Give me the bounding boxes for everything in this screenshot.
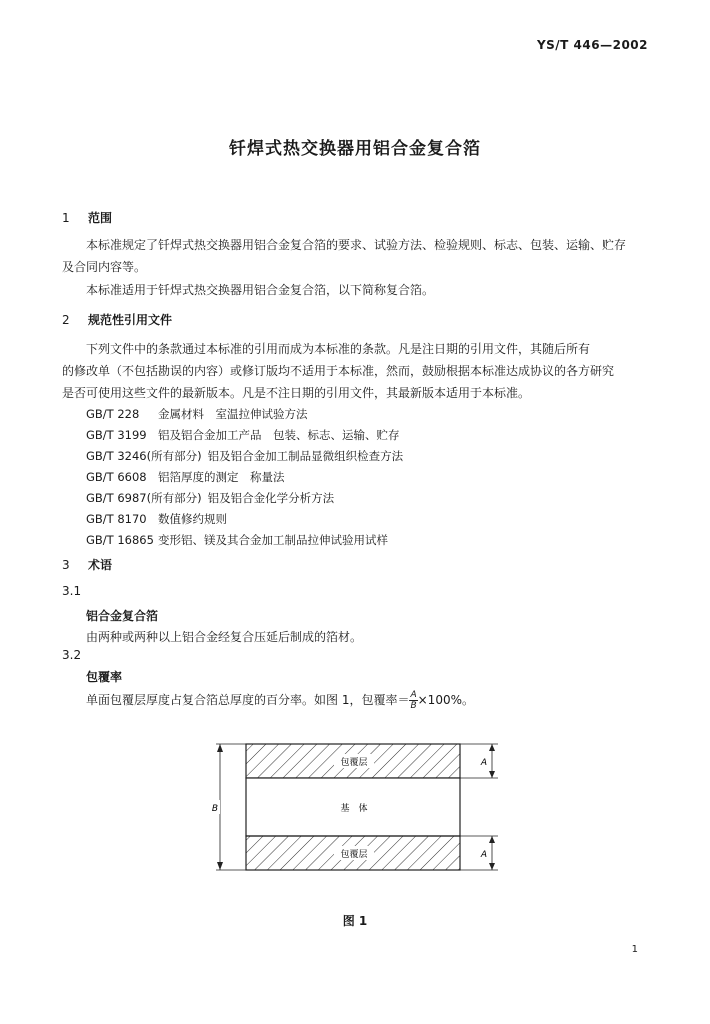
document-title: 钎焊式热交换器用铝合金复合箔 [229,139,481,159]
cladding-ratio-fraction [409,690,417,711]
arrow-head [489,744,495,751]
term-number: 3.2 [62,648,82,662]
reference-item [86,403,308,425]
s1-para1-line2: 及合同内容等。 [62,260,147,274]
fraction-numerator: A [410,690,417,700]
arrow-head [217,862,223,870]
section-1-heading [62,209,112,226]
reference-item [86,424,400,446]
section-number: 1 [62,211,70,225]
reference-title: 变形铝、镁及其合金加工制品拉伸试验用试样 [158,533,388,547]
arrow-head [217,744,223,752]
reference-code: GB/T 6987(所有部分) [86,491,202,505]
section-number: 2 [62,313,70,327]
section-title: 范围 [88,211,113,225]
s2-para-line2: 的修改单（不包括勘误的内容）或修订版均不适用于本标准，然而，鼓励根据本标准达成协议的各方研究 [62,364,615,378]
reference-title: 数值修约规则 [158,512,227,526]
reference-title: 金属材料 室温拉伸试验方法 [158,407,308,421]
section-2-heading [62,311,172,328]
reference-item [86,529,388,551]
core-label: 基 体 [340,804,368,814]
definition-text: ×100%。 [417,693,474,707]
total-thickness-label: B [211,804,219,814]
reference-item [86,508,227,530]
reference-title: 铝及铝合金化学分析方法 [207,491,335,505]
section-3-heading [62,556,112,573]
reference-item [86,487,334,509]
term-name: 铝合金复合箔 [86,609,159,623]
section-number: 3 [62,558,70,572]
reference-code: GB/T 3246(所有部分) [86,449,202,463]
reference-code: GB/T 16865 [86,533,154,547]
reference-code: GB/T 6608 [86,470,147,484]
section-title: 规范性引用文件 [88,313,173,327]
reference-item [86,445,403,467]
bottom-cladding-thickness-label: A [480,850,488,860]
standard-code: YS/T 446—2002 [536,38,648,52]
term-definition: 由两种或两种以上铝合金经复合压延后制成的箔材。 [86,630,363,644]
fraction-denominator: B [410,701,417,711]
reference-code: GB/T 8170 [86,512,147,526]
page-number: 1 [631,944,638,955]
top-cladding-thickness-label: A [480,758,488,768]
figure-caption: 图 1 [342,914,368,928]
arrow-head [489,836,495,843]
s1-para1-line1: 本标准规定了钎焊式热交换器用铝合金复合箔的要求、试验方法、检验规则、标志、包装、运输、贮存 [86,238,627,252]
term-name: 包覆率 [86,670,123,684]
s1-para2: 本标准适用于钎焊式热交换器用铝合金复合箔，以下简称复合箔。 [86,283,435,297]
term-definition [86,690,474,711]
top-cladding-label: 包覆层 [340,758,368,768]
section-title: 术语 [88,558,113,572]
arrow-head [489,771,495,778]
reference-title: 铝及铝合金加工产品 包装、标志、运输、贮存 [158,428,400,442]
term-number: 3.1 [62,584,82,598]
s2-para-line1: 下列文件中的条款通过本标准的引用而成为本标准的条款。凡是注日期的引用文件，其随后所有 [86,342,591,356]
reference-code: GB/T 3199 [86,428,147,442]
reference-code: GB/T 228 [86,407,140,421]
definition-text: 单面包覆层厚度占复合箔总厚度的百分率。如图 1，包覆率＝ [86,693,410,707]
arrow-head [489,863,495,870]
reference-title: 铝及铝合金加工制品显微组织检查方法 [207,449,404,463]
reference-title: 铝箔厚度的测定 称量法 [158,470,285,484]
s2-para-line3: 是否可使用这些文件的最新版本。凡是不注日期的引用文件，其最新版本适用于本标准。 [62,386,531,400]
bottom-cladding-label: 包覆层 [340,850,368,860]
clad-foil-diagram [208,738,508,878]
reference-item [86,466,285,488]
